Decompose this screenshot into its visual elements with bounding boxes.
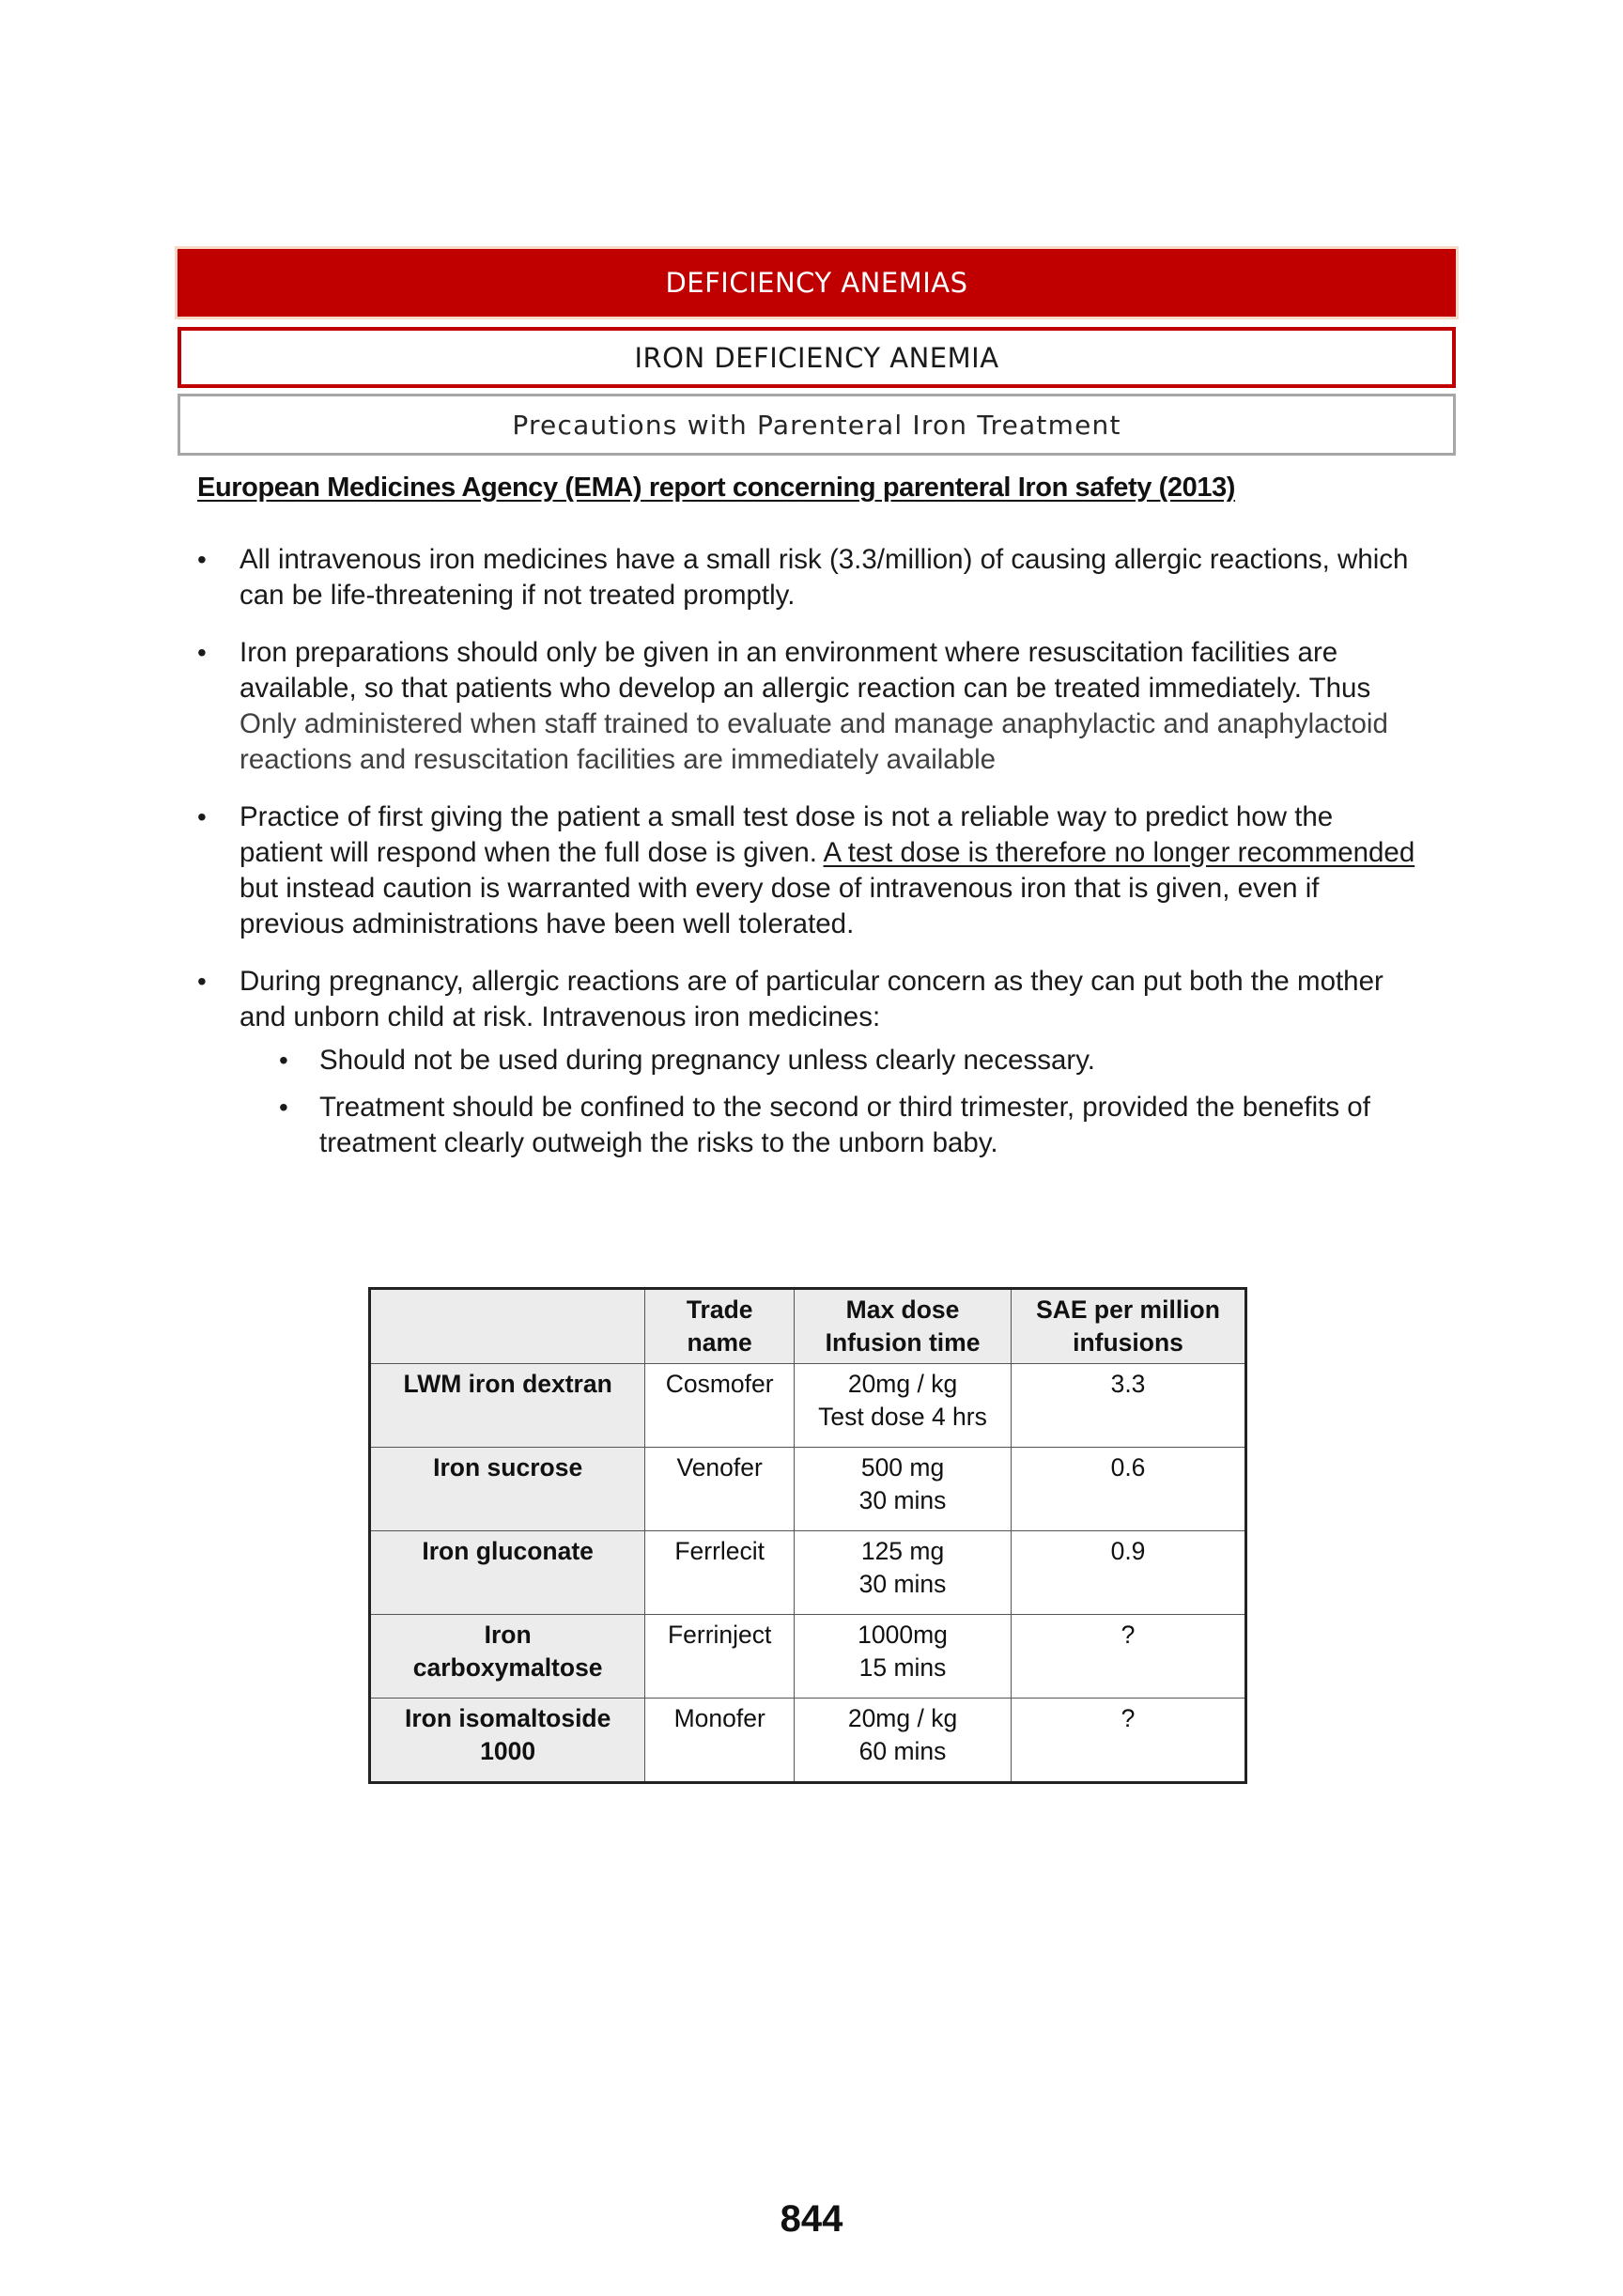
- sub-bullet-item: • Should not be used during pregnancy unless clearly necessary.: [279, 1043, 1418, 1078]
- bullet-item-test-dose: [197, 799, 1418, 942]
- bullet-text: All intravenous iron medicines have a small risk (3.3/million) of causing allergic reactions, which can be life-threatening if not treated promptly.: [240, 544, 1409, 611]
- dose-time: 20mg / kg Test dose 4 hrs: [795, 1364, 1012, 1448]
- bullet-list: [197, 542, 1418, 1183]
- section-title-label: IRON DEFICIENCY ANEMIA: [634, 341, 999, 374]
- subsection-title: Precautions with Parenteral Iron Treatment: [512, 409, 1121, 441]
- chapter-title: DEFICIENCY ANEMIAS: [665, 267, 968, 299]
- subsection-header: [178, 394, 1456, 456]
- bullet-item-environment: [197, 635, 1418, 778]
- sae-value: 0.9: [1012, 1531, 1246, 1615]
- sae-value: ?: [1012, 1699, 1246, 1783]
- dose-time: 125 mg 30 mins: [795, 1531, 1012, 1615]
- drug-name: Iron sucrose: [370, 1448, 645, 1531]
- bullet-text: Iron preparations should only be given in an environment where resuscitation facilities are available, so that patients who develop an allergic reaction can be treated immediately. Thus: [240, 637, 1371, 704]
- header-sae: SAE per million infusions: [1012, 1289, 1246, 1364]
- page-number: 844: [780, 2198, 843, 2240]
- sae-value: ?: [1012, 1615, 1246, 1699]
- trade-name: Ferrinject: [645, 1615, 795, 1699]
- dose-time: 20mg / kg 60 mins: [795, 1699, 1012, 1783]
- bullet-text-continuation: but instead caution is warranted with every dose of intravenous iron that is given, even if previous administrations have been well tolerated.: [240, 873, 1320, 939]
- sae-value: 0.6: [1012, 1448, 1246, 1531]
- trade-name: Ferrlecit: [645, 1531, 795, 1615]
- drug-name: Iron gluconate: [370, 1531, 645, 1615]
- sub-bullet-list: [240, 1043, 1418, 1161]
- section-header: [178, 327, 1456, 388]
- chapter-header: [178, 249, 1456, 317]
- bullet-item-pregnancy: [197, 964, 1418, 1161]
- drug-name: LWM iron dextran: [370, 1364, 645, 1448]
- table-row: [370, 1364, 1246, 1448]
- header-max-dose: Max dose Infusion time: [795, 1289, 1012, 1364]
- bullet-text: Practice of first giving the patient a small test dose is not a reliable way to predict how the patient will respond when the full dose is given.: [240, 801, 1334, 868]
- trade-name: Cosmofer: [645, 1364, 795, 1448]
- drug-name: Iron carboxymaltose: [370, 1615, 645, 1699]
- trade-name: Monofer: [645, 1699, 795, 1783]
- trade-name: Venofer: [645, 1448, 795, 1531]
- table-row: [370, 1448, 1246, 1531]
- parenteral-iron-table: [368, 1287, 1247, 1784]
- table-row: [370, 1699, 1246, 1783]
- header-trade-name: Trade name: [645, 1289, 795, 1364]
- bullet-text: During pregnancy, allergic reactions are of particular concern as they can put both the mother and unborn child at risk. Intravenous iron medicines:: [240, 966, 1383, 1032]
- table-row: [370, 1531, 1246, 1615]
- sub-bullet-item: • Treatment should be confined to the second or third trimester, provided the benefits of treatment clearly outweigh the risks to the unborn baby.: [279, 1090, 1418, 1161]
- bullet-text-continuation: Only administered when staff trained to evaluate and manage anaphylactic and anaphylactoid reactions and resuscitation facilities are immediately available: [240, 708, 1388, 775]
- drug-name: Iron isomaltoside 1000: [370, 1699, 645, 1783]
- report-heading: European Medicines Agency (EMA) report concerning parenteral Iron safety (2013): [197, 473, 1236, 503]
- table-header-row: [370, 1289, 1246, 1364]
- header-empty: [370, 1289, 645, 1364]
- table-row: [370, 1615, 1246, 1699]
- dose-time: 1000mg 15 mins: [795, 1615, 1012, 1699]
- dose-time: 500 mg 30 mins: [795, 1448, 1012, 1531]
- bullet-item-allergy-risk: [197, 542, 1418, 613]
- underlined-emphasis: A test dose is therefore no longer recommended: [823, 837, 1415, 868]
- sae-value: 3.3: [1012, 1364, 1246, 1448]
